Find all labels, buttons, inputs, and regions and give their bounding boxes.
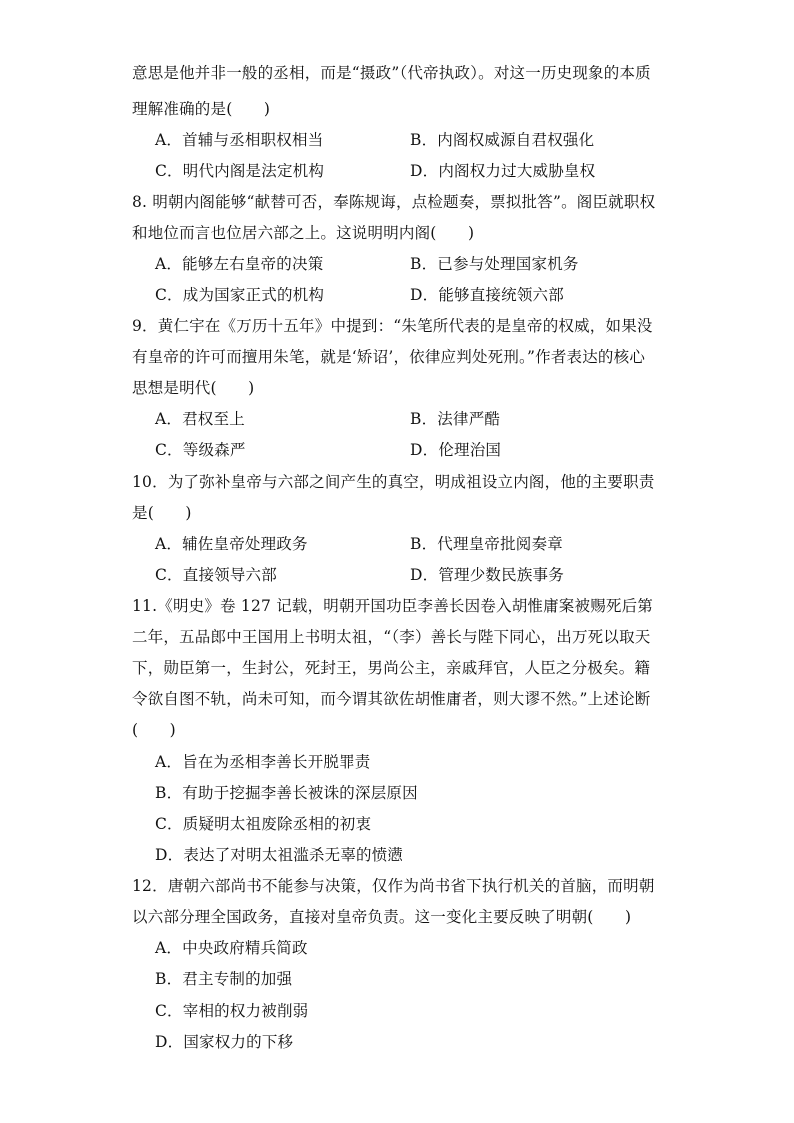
q9-option-c[interactable]: C．等级森严 <box>155 441 246 459</box>
q11-stem-line: ( ) <box>132 721 176 739</box>
q12-stem-line: 12．唐朝六部尚书不能参与决策，仅作为尚书省下执行机关的首脑，而明朝 <box>132 877 655 895</box>
q8-option-c[interactable]: C．成为国家正式的机构 <box>155 286 325 304</box>
q12-stem-line: 以六部分理全国政务，直接对皇帝负责。这一变化主要反映了明朝( ) <box>132 908 632 926</box>
q10-option-c[interactable]: C．直接领导六部 <box>155 566 277 584</box>
q9-stem-line: 思想是明代( ) <box>132 379 255 397</box>
q7-option-b[interactable]: B．内阁权威源自君权强化 <box>410 131 595 149</box>
q11-option-d[interactable]: D．表达了对明太祖滥杀无辜的愤懑 <box>155 846 404 864</box>
q12-option-a[interactable]: A．中央政府精兵简政 <box>155 939 308 957</box>
q11-stem-line: 11.《明史》卷 127 记载，明朝开国功臣李善长因卷入胡惟庸案被赐死后第 <box>132 597 653 615</box>
q8-stem-line: 8. 明朝内阁能够“献替可否，奉陈规诲，点检题奏，票拟批答”。阁臣就职权 <box>132 193 656 211</box>
q9-stem-line: 9．黄仁宇在《万历十五年》中提到：“朱笔所代表的是皇帝的权威，如果没 <box>132 317 653 335</box>
q11-option-b[interactable]: B．有助于挖掘李善长被诛的深层原因 <box>155 784 418 802</box>
q9-option-d[interactable]: D．伦理治国 <box>410 441 502 459</box>
q10-option-a[interactable]: A．辅佐皇帝处理政务 <box>155 535 308 553</box>
q11-stem-line: 下，勋臣第一，生封公，死封王，男尚公主，亲戚拜官，人臣之分极矣。籍 <box>132 659 651 677</box>
q9-option-a[interactable]: A．君权至上 <box>155 410 245 428</box>
q10-stem-line: 10．为了弥补皇帝与六部之间产生的真空，明成祖设立内阁，他的主要职责 <box>132 473 655 491</box>
q8-option-b[interactable]: B．已参与处理国家机务 <box>410 255 579 273</box>
q10-option-d[interactable]: D．管理少数民族事务 <box>410 566 564 584</box>
q8-option-d[interactable]: D．能够直接统领六部 <box>410 286 564 304</box>
q7-option-c[interactable]: C．明代内阁是法定机构 <box>155 162 325 180</box>
q12-option-b[interactable]: B．君主专制的加强 <box>155 970 293 988</box>
q12-option-d[interactable]: D．国家权力的下移 <box>155 1033 294 1051</box>
q7-option-d[interactable]: D．内阁权力过大威胁皇权 <box>410 162 596 180</box>
q11-option-a[interactable]: A．旨在为丞相李善长开脱罪责 <box>155 753 371 771</box>
q9-option-b[interactable]: B．法律严酷 <box>410 410 501 428</box>
q9-stem-line: 有皇帝的许可而擅用朱笔，就是‘矫诏’，依律应判处死刑。”作者表达的核心 <box>132 348 646 366</box>
q8-option-a[interactable]: A．能够左右皇帝的决策 <box>155 255 324 273</box>
q8-stem-line: 和地位而言也位居六部之上。这说明明内阁( ) <box>132 224 475 242</box>
q11-option-c[interactable]: C．质疑明太祖废除丞相的初衷 <box>155 815 372 833</box>
q7-option-a[interactable]: A．首辅与丞相职权相当 <box>155 131 324 149</box>
q12-option-c[interactable]: C．宰相的权力被削弱 <box>155 1002 309 1020</box>
q10-option-b[interactable]: B．代理皇帝批阅奏章 <box>410 535 563 553</box>
q11-stem-line: 令欲自图不轨，尚未可知，而今谓其欲佐胡惟庸者，则大谬不然。”上述论断 <box>132 690 651 708</box>
q7-stem-line: 意思是他并非一般的丞相，而是“摄政”（代帝执政）。对这一历史现象的本质 <box>132 64 651 82</box>
q10-stem-line: 是( ) <box>132 504 192 522</box>
q11-stem-line: 二年，五品郎中王国用上书明太祖，“（李）善长与陛下同心，出万死以取天 <box>132 628 651 646</box>
q7-stem-line: 理解准确的是( ) <box>132 100 271 118</box>
